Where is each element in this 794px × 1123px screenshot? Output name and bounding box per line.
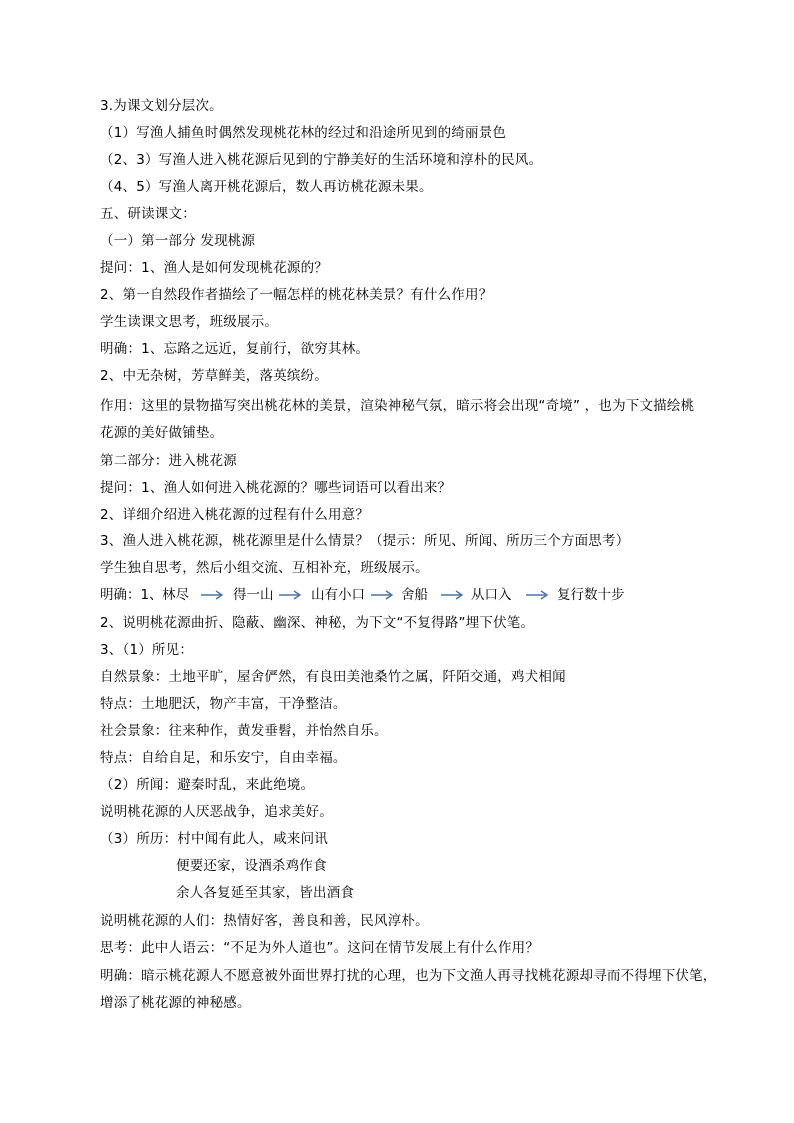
text-line: 便要还家，设酒杀鸡作食 [176,858,327,874]
text-line: 学生读课文思考，班级展示。 [100,314,279,330]
arrow-right-icon [278,589,302,601]
arrow-right-icon [370,589,394,601]
text-line: 提问：1、渔人如何进入桃花源的？哪些词语可以看出来？ [100,480,452,496]
flow-step: 从口入 [471,587,512,603]
text-line: 特点：土地肥沃，物产丰富，干净整洁。 [100,696,347,712]
text-line: 增添了桃花源的神秘感。 [100,995,251,1011]
text-line: 明确：暗示桃花源人不愿意被外面世界打扰的心理，也为下文渔人再寻找桃花源却寻而不得埋下伏笔， [100,968,717,984]
text-line: 说明桃花源的人们：热情好客，善良和善，民风淳朴。 [100,913,429,929]
text-line: 2、中无杂树，芳草鲜美，落英缤纷。 [100,368,328,384]
section-heading: 五、研读课文： [100,206,196,222]
text-line: 自然景象：土地平旷，屋舍俨然，有良田美池桑竹之属，阡陌交通，鸡犬相闻 [100,669,566,685]
arrow-right-icon [525,589,549,601]
text-line: 2、第一自然段作者描绘了一幅怎样的桃花林美景？有什么作用？ [100,287,493,303]
text-line: 思考：此中人语云：“不足为外人道也”。这问在情节发展上有什么作用？ [100,940,540,956]
flow-prefix: 明确：1、 [100,587,163,603]
text-line: 3、渔人进入桃花源，桃花源里是什么情景？（提示：所见、所闻、所历三个方面思考） [100,533,630,549]
arrow-right-icon [440,589,464,601]
text-line: （2）所闻：避秦时乱，来此绝境。 [100,777,315,793]
subsection-heading: （一）第一部分 发现桃源 [100,233,256,249]
text-line: 3、（1）所见： [100,642,194,658]
text-line: （3）所历：村中闻有此人，咸来问讯 [100,831,328,847]
text-line: 余人各复延至其家，皆出酒食 [176,885,355,901]
flow-step: 复行数十步 [557,587,625,603]
flow-step: 舍船 [401,587,428,603]
text-line: 2、说明桃花源曲折、隐蔽、幽深、神秘，为下文“不复得路”埋下伏笔。 [100,615,535,631]
text-line: 特点：自给自足，和乐安宁，自由幸福。 [100,750,347,766]
arrow-right-icon [200,589,224,601]
text-line: 提问：1、渔人是如何发现桃花源的？ [100,260,328,276]
text-line: （2、3）写渔人进入桃花源后见到的宁静美好的生活环境和淳朴的民风。 [100,152,543,168]
text-line: （1）写渔人捕鱼时偶然发现桃花林的经过和沿途所见到的绮丽景色 [100,125,507,141]
text-line: 花源的美好做铺垫。 [100,425,224,441]
flow-step: 得一山 [233,587,274,603]
text-line: （4、5）写渔人离开桃花源后，数人再访桃花源未果。 [100,179,433,195]
text-line: 社会景象：往来种作，黄发垂髫，并怡然自乐。 [100,723,388,739]
text-line: 学生独自思考，然后小组交流、互相补充，班级展示。 [100,560,429,576]
text-line: 3.为课文划分层次。 [100,98,223,114]
text-line: 说明桃花源的人厌恶战争，追求美好。 [100,804,333,820]
text-line: 作用：这里的景物描写突出桃花林的美景，渲染神秘气氛，暗示将会出现“奇境” ，也为下文描绘桃 [100,398,695,414]
subsection-heading: 第二部分：进入桃花源 [100,453,237,469]
flow-step: 山有小口 [311,587,365,603]
text-line: 2、详细介绍进入桃花源的过程有什么用意？ [100,507,370,523]
flow-step: 林尽 [162,587,189,603]
text-line: 明确：1、忘路之远近，复前行，欲穷其林。 [100,341,370,357]
